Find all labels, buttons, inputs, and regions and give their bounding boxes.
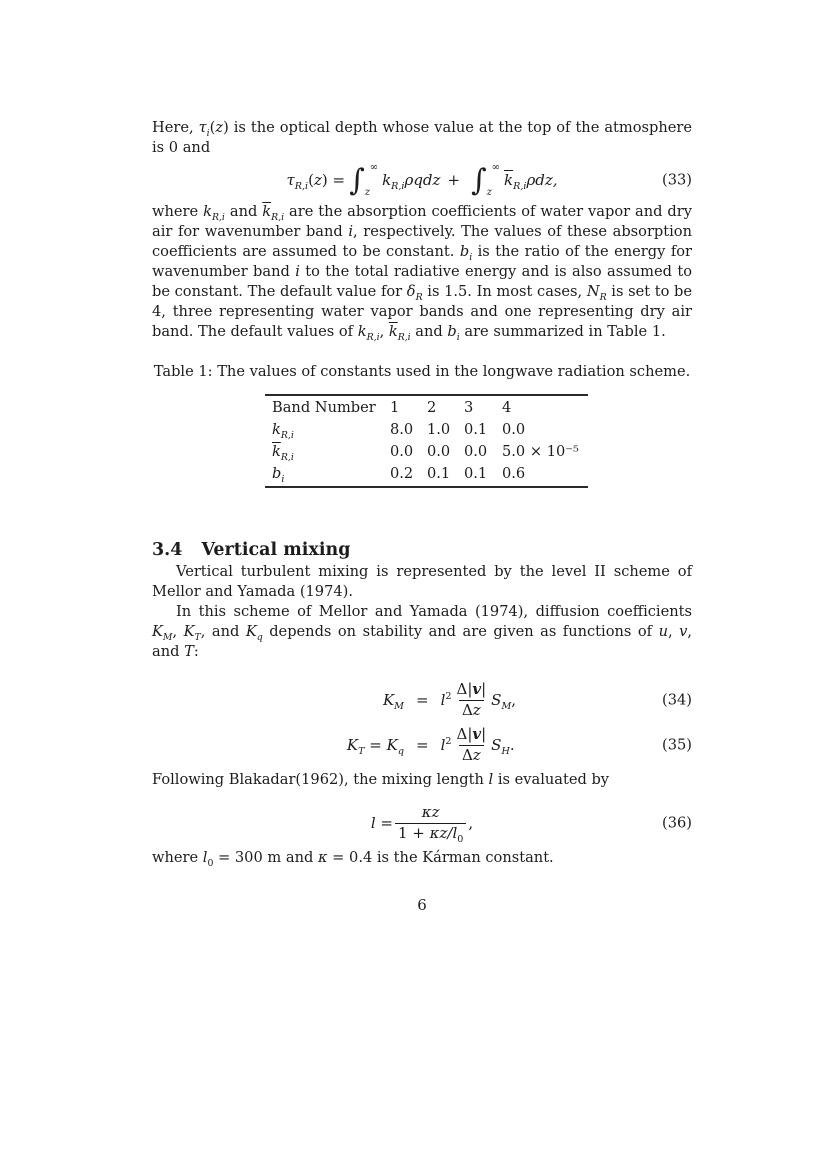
- table-row: [265, 463, 588, 485]
- table-header-cell: Band Number: [272, 399, 376, 416]
- table-cell: 0.0: [464, 443, 488, 460]
- paragraph-vertical-mixing-intro: Vertical turbulent mixing is represented by the level II scheme of Mellor and Yamada (1974).: [152, 563, 692, 600]
- equation-34: [152, 680, 692, 720]
- fraction-numerator: Δ|v|: [456, 725, 487, 744]
- integral-lower-limit: z: [364, 187, 370, 198]
- section-heading: [152, 538, 692, 562]
- table-cell: 0.6: [502, 465, 526, 482]
- integral-upper-limit: ∞: [369, 162, 379, 173]
- equation-number: (35): [662, 736, 692, 754]
- fraction-denominator: Δz: [459, 700, 484, 719]
- fraction: [395, 803, 466, 845]
- paragraph-absorption-coefficients: where $k_{R,i}$ and $\overline{k}_{R,i}$ are the absorption coefficients of water vapor and dry air for wavenumber band i, respectively. The values of these absorption coefficients are assumed to be constant. $b_i$ is the ratio of the energy for wavenumber band i to the total radiative energy and is also assumed to be constant. The default value for $\delta_R$ is 1.5. In most cases, $N_R$ is set to be 4, three representing water vapor bands and one representing dry air band. The default values of $k_{R,i}$, $\overline{k}_{R,i}$ and $b_i$ are summarized in Table 1.: [152, 203, 693, 343]
- table-cell: 0.0: [390, 443, 414, 460]
- integral-upper-limit: ∞: [491, 162, 500, 173]
- equation-35-lhs: $K_T = K_q$: [346, 736, 404, 757]
- equation-33: [152, 158, 692, 202]
- equation-33-integrand-1: $k_{R,i}\rho qdz$: [382, 171, 441, 192]
- section-title: Vertical mixing: [201, 540, 351, 560]
- equation-35-coefficient: $l^2$: [440, 736, 452, 754]
- fraction-denominator: $1 + \kappa z/l_0$: [395, 823, 466, 842]
- equation-number: (34): [662, 691, 692, 709]
- table-row: [265, 441, 588, 463]
- table-caption: Table 1: The values of constants used in the longwave radiation scheme.: [153, 363, 691, 380]
- fraction-denominator: Δz: [459, 745, 484, 764]
- equation-36-trailing: ,: [468, 814, 474, 832]
- table-header-cell: 2: [427, 399, 437, 416]
- equation-35-trailing: $S_H$.: [491, 736, 515, 757]
- integral: [471, 162, 503, 198]
- table-cell: 1.0: [427, 421, 451, 438]
- table-row: [265, 419, 588, 441]
- table-cell: 5.0 × 10⁻⁵: [502, 443, 579, 460]
- equals-sign: =: [416, 736, 429, 754]
- table-row-label: $b_i$: [272, 465, 285, 485]
- integral-lower-limit: z: [486, 187, 492, 198]
- equation-number: (33): [662, 171, 692, 189]
- paragraph-diffusion-coefficients: In this scheme of Mellor and Yamada (1974), diffusion coefficients $K_M$, $K_T$, and $K_q$ depends on stability and are given as functions of u, v, and T:: [152, 603, 692, 660]
- equation-34-lhs: $K_M$: [382, 691, 404, 712]
- paragraph-karman-constant: where $l_0 = 300$ m and κ = 0.4 is the Kárman constant.: [152, 849, 554, 869]
- equation-33-integrand-2: $\overline{k}_{R,i}\rho dz$,: [504, 171, 558, 192]
- table-cell: 0.1: [427, 465, 451, 482]
- fraction-numerator: Δ|v|: [456, 680, 487, 699]
- plus-sign: +: [447, 171, 461, 189]
- equation-36: [152, 798, 692, 848]
- table-1: [265, 394, 588, 488]
- fraction: [454, 726, 490, 764]
- equals-sign: =: [416, 691, 429, 709]
- table-cell: 0.0: [502, 421, 526, 438]
- equation-number: (36): [662, 814, 692, 832]
- paragraph-optical-depth: Here, $\tau_i(z)$ is the optical depth whose value at the top of the atmosphere is 0 and: [152, 119, 692, 156]
- table-row-label: $k_{R,i}$: [272, 421, 294, 441]
- section-number: 3.4: [152, 540, 183, 560]
- page-content: [152, 118, 692, 868]
- table-header-row: [265, 397, 588, 419]
- table-row-label: $\overline{k}_{R,i}$: [272, 443, 294, 463]
- table-header-cell: 1: [390, 399, 400, 416]
- paragraph-mixing-length: Following Blakadar(1962), the mixing length l is evaluated by: [152, 771, 610, 788]
- table-cell: 0.1: [464, 421, 488, 438]
- table-header-cell: 3: [464, 399, 474, 416]
- equation-group-34-35: [152, 680, 692, 765]
- table-header-cell: 4: [502, 399, 512, 416]
- equation-34-coefficient: $l^2$: [440, 691, 452, 709]
- integral-sign: ∫: [349, 163, 365, 198]
- page-number: 6: [417, 896, 427, 914]
- integral-sign: ∫: [471, 163, 487, 198]
- table-cell: 0.1: [464, 465, 488, 482]
- integral: [349, 162, 381, 198]
- table-cell: 0.2: [390, 465, 414, 482]
- fraction: [454, 681, 490, 719]
- equation-35: [152, 725, 692, 765]
- fraction-numerator: κz: [421, 803, 440, 822]
- table-cell: 8.0: [390, 421, 414, 438]
- table-cell: 0.0: [427, 443, 451, 460]
- equation-36-lhs: l =: [370, 814, 393, 832]
- equation-33-lhs: $\tau_{R,i}(z)$ =: [286, 171, 346, 192]
- equation-34-trailing: $S_M$,: [491, 691, 517, 712]
